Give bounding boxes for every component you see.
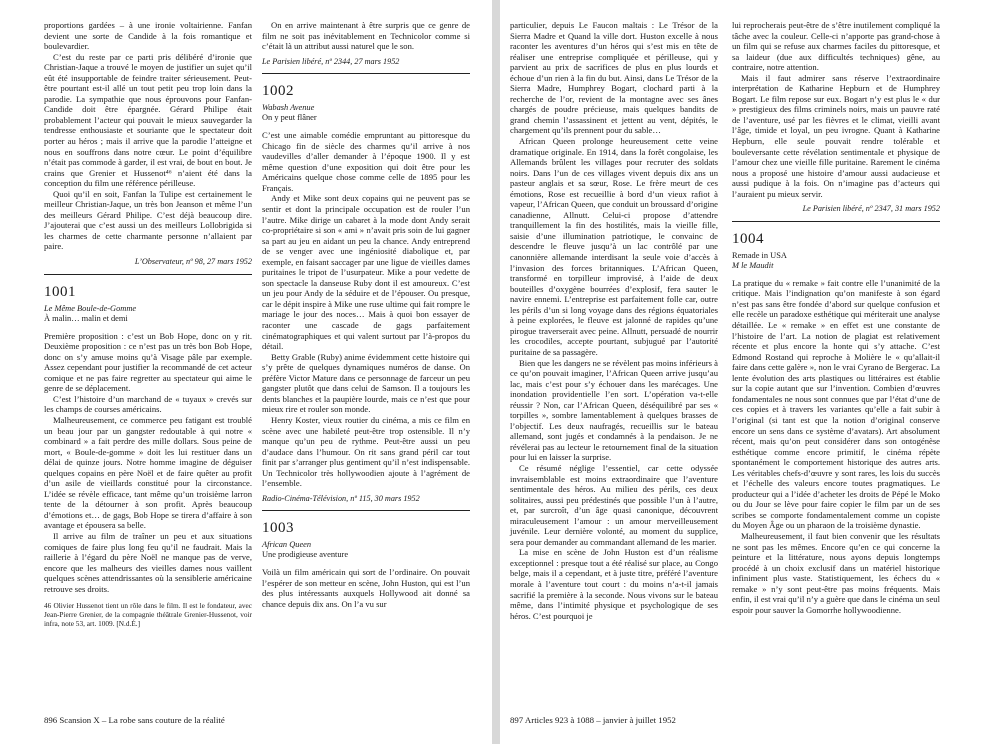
left-page — [0, 0, 492, 744]
article-title: African Queen — [262, 540, 312, 550]
divider — [732, 221, 940, 222]
page-footer: 896 Scansion X – La robe sans couture de la réalité — [44, 715, 225, 725]
paragraph: Quoi qu’il en soit, Fanfan la Tulipe est certainement le meilleur Christian-Jaque, un très bon Jeanson et même l’un des meilleurs Gérard Philipe. C’est déjà beaucoup dire. J’ajouterai que c’est aussi un des meilleurs Lollobrigida si les charmes de cette charmante personne n’allaient par paire. — [44, 188, 252, 252]
paragraph: Henry Koster, vieux routier du cinéma, a mis ce film en scène avec une habileté peut-être trop ostensible. Il n’y manque qu’un peu de rythme. Peut-être aussi un peu d’audace dans l’humour. On rit sans grand péril car tout finit par s’arranger plus gentiment qu’il n’est indispensable. Un Technicolor très hollywoodien ajoute à l’agrément de l’ensemble. — [262, 414, 470, 489]
book-gutter — [492, 0, 500, 744]
article-title: Remade in USA — [732, 250, 787, 260]
footnote: 46 Olivier Hussenot tient un rôle dans le film. Il est le fondateur, avec Jean-Pierre Grenier, de la compagnie théâtrale Grenier-Hussenot, voir infra, note 53, art. 1009. [N.d.É.] — [44, 601, 252, 629]
paragraph: La pratique du « remake » fait contre elle l’unanimité de la critique. Mais l’indignation qu’on manifeste à son égard n’est pas sans être fondée d’abord sur quelque confusion et elle recèle un paradoxe esthétique qui mériterait une analyse détaillée. Le « remake » en effet est une constante de l’histoire de l’art. La notion de plagiat est relativement récente et plus encore la honte qui s’y attache. C’est Edmond Rostand qui reproche à Molière le « qu’allait-il faire dans cette galère », non le vrai Cyrano de Bergerac. La lente évolution des arts plastiques ou littéraires est établie sur la copie autant que sur l’invention. Combien d’œuvres fondamentales ne nous sont connues que par l’état d’une de ces copies et à travers les variantes qu’elle a fait subir à l’original (si tant est que la notion d’original conserve encore un sens dans ce système d’avatars). Art absolument récent, mais qu’on peut considérer dans son ontogénèse esthétique comme encore primitif, le cinéma répète spontanément le comportement historique des autres arts. Les véritables chefs-d’œuvre y sont rares, les lois du succès et l’échelle des valeurs encore toutes pragmatiques. Le producteur qui a l’idée d’acheter les droits de Pépé le Moko ou du Jour se lève pour faire copier le film par un de ses scribes se comporte fondamentalement comme un copiste du Moyen Âge ou un pharaon de la troisième dynastie. — [732, 277, 940, 531]
right-column-2 — [732, 20, 940, 615]
paragraph: Malheureusement, ce commerce peu fatigant est troublé un beau jour par un gangster redoutable à qui notre « combinard » a fait perdre des mille dollars. Sous peine de mort, « Boule-de-gomme » doit les lui restituer dans un délai de quinze jours. Notre homme imagine de déguiser quelques copains en père Noël et de faire quêter au profit d’un asile de vieillards constitué pour la circonstance. L’idée se révèle efficace, tant même qu’un troisième larron tente de la détourner à son profit. Après beaucoup d’émotions et… de gags, Bob Hope se tirera d’affaire à son avantage et épousera sa belle. — [44, 414, 252, 531]
paragraph: Mais il faut admirer sans réserve l’extraordinaire interprétation de Katharine Hepburn et de Humphrey Bogart. Le film repose sur eux. Bogart n’y est plus le « dur » prestigieux des films criminels noirs, mais un pauvre raté de l’aventure, usé par les fièvres et le climat, vieilli avant l’âge, timide et loyal, un peu ivrogne. Quant à Katharine Hepburn, elle seule pouvait rendre tolérable et bouleversante cette révélation sentimentale et physique de l’amour chez une vieille fille puritaine. Rarement le cinéma nous a proposé une histoire d’amour aussi audacieuse et aussi pudique à la fois. On n’imagine pas d’acteurs qui l’auraient pu mieux servir. — [732, 72, 940, 199]
paragraph: Ce résumé néglige l’essentiel, car cette odyssée invraisemblable est moins extraordinaire que l’aventure sentimentale des héros. Au milieu des périls, ces deux solitaires, aussi peu prédestinés que possible l’un à l’autre, et, par surcroît, d’un âge quasi canonique, découvrent miraculeusement l’amour : un amour merveilleusement juvénile. Leur dernière volonté, au moment du supplice, sera pour demander au commandant allemand de les marier. — [510, 462, 718, 547]
page-footer: 897 Articles 923 à 1088 – janvier à juillet 1952 — [510, 715, 676, 725]
paragraph: African Queen prolonge heureusement cette veine dramatique originale. En 1914, dans la forêt congolaise, les Allemands brûlent les villages pour recruter des soldats noirs. Dans l’un de ces villages vivent depuis dix ans un pasteur anglais et sa sœur, Rose. Le frère meurt de ces émotions, Rose est recueillie à bord d’un vieux rafiot à vapeur, l’African Queen, que conduit un broussard d’origine canadienne, Allnutt. Celui-ci propose d’attendre tranquillement la fin des hostilités, mais la vieille fille, saisie d’une illumination patriotique, le convainc de descendre le fleuve jusqu’à un lac contrôlé par une canonnière allemande interdisant la seule voie d’accès à l’invasion des forces britanniques. L’African Queen, transformé en torpilleur improvisé, à l’aide de deux bouteilles d’oxygène bourrées d’explosif, fera sauter le navire ennemi. L’entreprise est parfaitement folle car, outre les périls d’un si long voyage dans des régions équatoriales à peine explorées, le fleuve est jalonné de rapides qu’une pirogue traverserait avec peine. Allnutt, persuadé de nourrir les crocodiles, accepte pourtant, subjugué par l’autorité puritaine de sa passagère. — [510, 136, 718, 357]
article-subtitle: M le Maudit — [732, 260, 774, 270]
article-subtitle: On y peut flâner — [262, 113, 317, 123]
article-title: Wabash Avenue — [262, 103, 315, 113]
paragraph: particulier, depuis Le Faucon maltais : Le Trésor de la Sierra Madre et Quand la ville dort. Huston excelle à nous raconter les aventures d’un héros qui s’est mis en tête de réaliser une entreprise compliquée et périlleuse, qui y parvient au prix de sacrifices de plus en plus lourds et échoue d’un rien à la fin du but. Ainsi, dans Le Trésor de la Sierra Madre, Humphrey Bogart, clochard parti à la recherche de l’or, revient de la montagne avec ses ânes chargés de poudre précieuse, mais quelques bandits de grand chemin l’assassinent et jettent au vent, dépités, le chargement qu’ils prennent pour du sable… — [510, 20, 718, 136]
source-citation: Le Parisien libéré, nº 2347, 31 mars 1952 — [802, 204, 940, 214]
divider — [262, 73, 470, 74]
article-number: 1003 — [262, 520, 294, 537]
paragraph: Betty Grable (Ruby) anime évidemment cette histoire qui s’y prête de quelques dynamiques numéros de danse. On préfère Victor Mature dans ce personnage de farceur un peu gangster plutôt que dans celui de Samson. Il a toujours les dents blanches et la paupière lourde, mais ce n’est que pour mieux rire et rouler son monde. — [262, 351, 470, 415]
article-title: Le Même Boule-de-Gomme — [44, 303, 137, 313]
divider — [44, 274, 252, 275]
paragraph: proportions gardées – à une ironie voltairienne. Fanfan devient une sorte de Candide à la fois romantique et boulevardier. — [44, 20, 252, 52]
paragraph: C’est du reste par ce parti pris délibéré d’ironie que Christian-Jaque a trouvé le moyen de justifier un sujet qu’il eût été insupportable de feindre traiter sérieusement. Peut-être pourtant est-il allé un tout petit peu trop loin dans la parodie. La sympathie que nous éprouvons pour Fanfan-Candide doit être épargnée. Gérard Philipe était probablement l’acteur qui pouvait le mieux sauvegarder la tendresse enthousiaste et souriante que le spectateur doit porter au héros ; mais il arrive que la parodie l’atteigne et nous en souffrons dans notre cœur. Le point d’équilibre n’était pas commode à garder, il est vrai, de bout en bout. Je crains que Grenier et Hussenot⁴⁶ n’aient été dans la conception du film une référence périlleuse. — [44, 51, 252, 189]
paragraph: Bien que les dangers ne se révèlent pas moins inférieurs à ce qu’on pouvait imaginer, l’African Queen arrive jusqu’au lac, mais c’est pour s’y échouer dans les marécages. Une inondation providentielle l’en sort. L’opération va-t-elle réussir ? Non, car l’African Queen, déséquilibré par ses « torpilles », sombre lamentablement à quelques brasses de l’objectif. Les deux naufragés, recueillis sur le bateau allemand, sont jugés et condamnés à la pendaison. Je ne révélerai pas au lecteur le retournement final de la situation pour lui en laisser la surprise. — [510, 357, 718, 463]
article-number: 1001 — [44, 283, 76, 300]
article-subtitle: À malin… malin et demi — [44, 313, 128, 323]
divider — [262, 510, 470, 511]
paragraph: La mise en scène de John Huston est d’un réalisme exceptionnel : presque tout a été réalisé sur place, au Congo belge, mais il a cependant, et à juste titre, préféré l’aventure morale à l’aventure tout court : du moins n’a-t-il jamais sacrifié la première à la seconde. Nous vivons sur le bateau même, dans l’intimité physique et psychologique de ses héros. C’est pourquoi je — [510, 547, 718, 621]
paragraph: C’est l’histoire d’un marchand de « tuyaux » crevés sur les champs de courses américains. — [44, 393, 252, 415]
left-column-2 — [262, 20, 470, 610]
source-citation: L’Observateur, nº 98, 27 mars 1952 — [134, 257, 252, 267]
source-citation: Radio-Cinéma-Télévision, nº 115, 30 mars 1952 — [262, 493, 420, 503]
paragraph: Malheureusement, il faut bien convenir que les résultats ne sont pas les mêmes. Encore qu’en ce qui concerne la peinture et la littérature, nous ayons depuis longtemps procédé à un choix exclusif dans un matériel historique infiniment plus vaste. Statistiquement, les échecs du « remake » n’y sont peut-être pas moins fréquents. Mais enfin, il est vrai qu’il n’y a guère que dans le cinéma un seul espoir pour sauver la Gomorrhe hollywoodienne. — [732, 530, 940, 615]
article-number: 1004 — [732, 230, 764, 247]
paragraph: Andy et Mike sont deux copains qui ne peuvent pas se sentir et dont la principale occupation est de rouler l’un l’autre. Mike dirige un cabaret à la mode dont Andy serait co-propriétaire si son « ami » n’avait pris soin de lui gagner sa part au jeu en aidant un peu la chance. Andy entreprend de se venger avec une ingéniosité diabolique et, par exemple, en faisant saccager par une ligue de vieilles dames puritaines le tripot de l’usurpateur. Mike a pour vedette de son spectacle la danseuse Ruby dont il est amoureux. C’est un jeu pour Andy de la séduire et de l’épouser. Ou presque, car le dépit inspire à Mike une ruse ultime qui fait rompre le mariage le jour des noces… Mais à quoi bon essayer de raconter une cascade de gags parfaitement cinématographiques et qui valent surtout par l’à-propos du détail. — [262, 193, 470, 352]
source-citation: Le Parisien libéré, nº 2344, 27 mars 1952 — [262, 56, 400, 66]
right-column-1 — [510, 20, 718, 621]
article-number: 1002 — [262, 83, 294, 100]
left-column-1 — [44, 20, 252, 629]
paragraph: Première proposition : c’est un Bob Hope, donc on y rit. Deuxième proposition : ce n’est pas un très bon Bob Hope, donc on s’y amuse moins qu’à Visage pâle par exemple. Assez cependant pour justifier la recommandé de cet acteur comique et ne pas faire regretter au spectateur qui aime le genre de se déplacement. — [44, 330, 252, 394]
right-page — [500, 0, 992, 744]
paragraph: Voilà un film américain qui sort de l’ordinaire. On pouvait l’espérer de son metteur en scène, John Huston, qui est l’un des plus intéressants auxquels Hollywood ait donné sa chance depuis dix ans. On l’a vu sur — [262, 567, 470, 609]
paragraph: On en arrive maintenant à être surpris que ce genre de film ne soit pas inévitablement en Technicolor comme si c’était là un attribut aussi naturel que le son. — [262, 20, 470, 52]
paragraph: C’est une aimable comédie empruntant au pittoresque du Chicago fin de siècle des charmes qu’il arrive à nos vaudevilles d’aller demander à l’époque 1900. Il y est même question d’une exposition qui doit être pour les Américains quelque chose comme celle de 1895 pour les Français. — [262, 130, 470, 193]
paragraph: Il arrive au film de traîner un peu et aux situations comiques de faire plus long feu qu’il ne faudrait. Mais la raillerie à l’égard du père Noël ne manque pas de verve, encore que les malheurs des vieilles dames nous vaillent quelques scènes attendrissantes où la sensiblerie américaine retrouve ses droits. — [44, 530, 252, 594]
paragraph: lui reprocherais peut-être de s’être inutilement compliqué la tâche avec la couleur. Celle-ci n’apporte pas grand-chose à un film qui se refuse aux charmes faciles du pittoresque, et sa laideur (due aux difficultés techniques) gêne, au contraire, notre attention. — [732, 20, 940, 73]
article-subtitle: Une prodigieuse aventure — [262, 550, 349, 560]
